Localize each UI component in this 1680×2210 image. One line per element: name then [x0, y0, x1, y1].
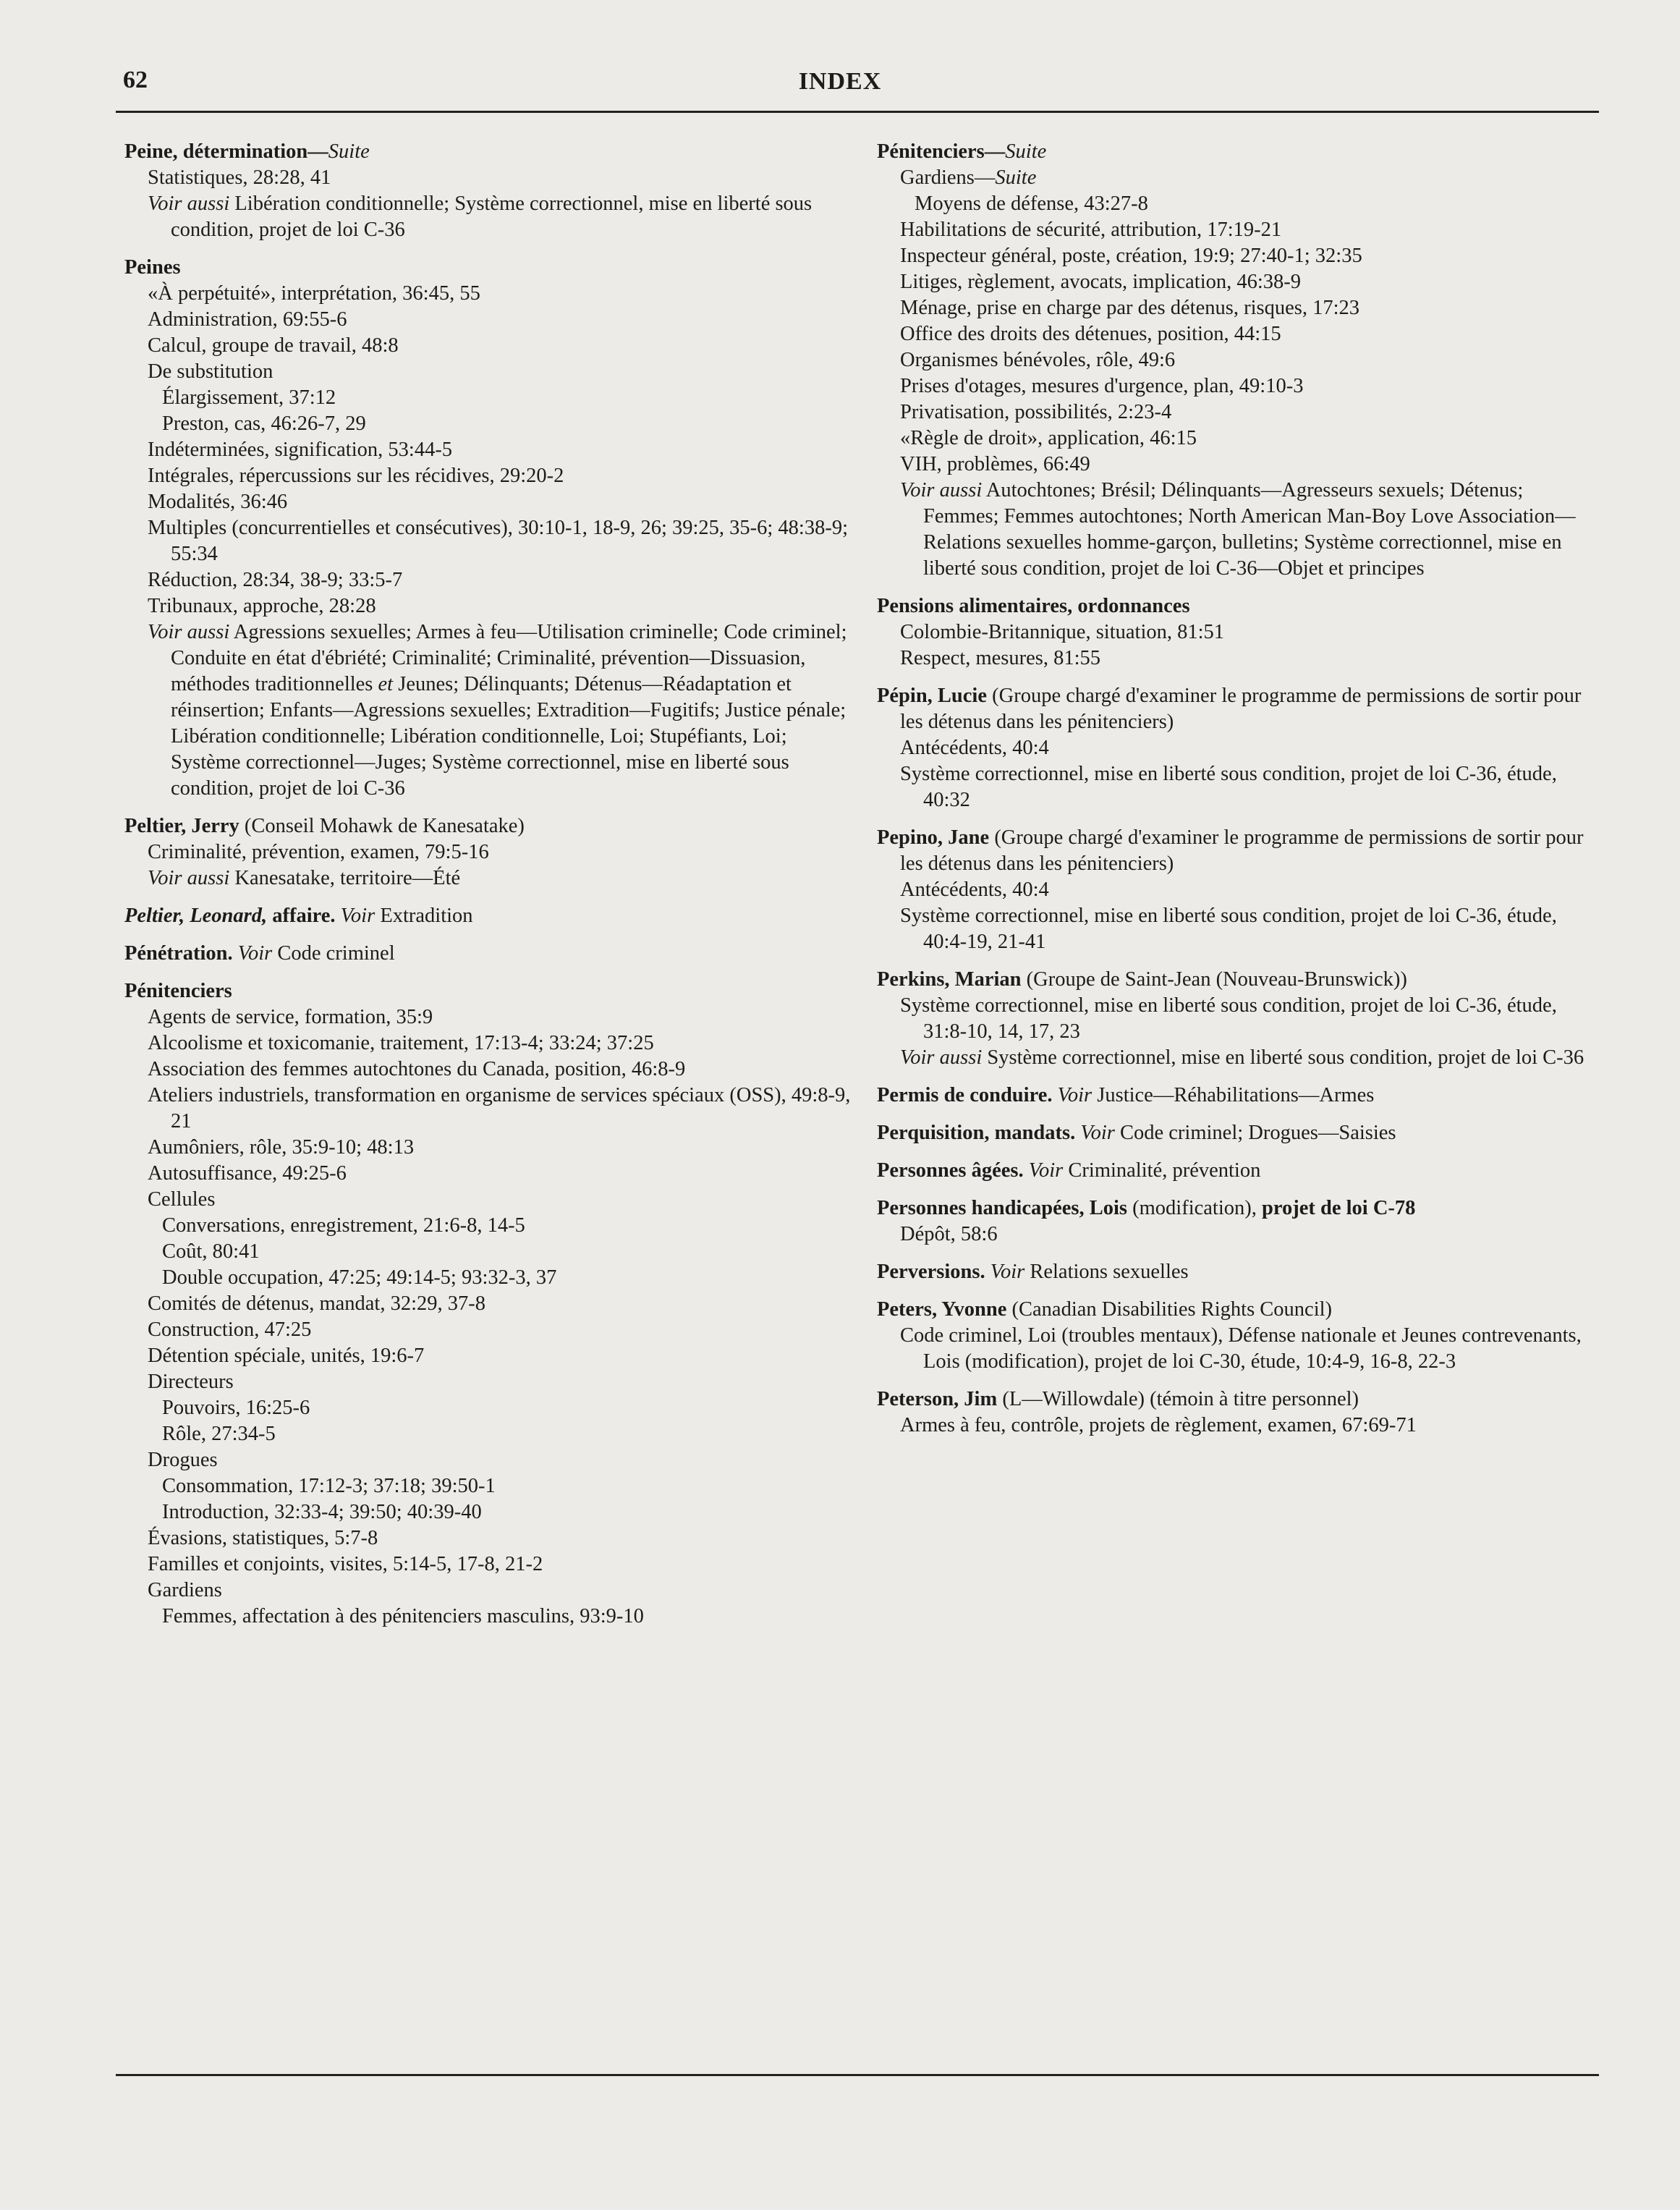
entry-line: Directeurs: [148, 1371, 234, 1393]
see-also: Voir aussi Libération conditionnelle; Système correctionnel, mise en liberté sous condition, projet de loi C-36: [148, 192, 813, 241]
entry-line: Code criminel, Loi (troubles mentaux), Défense nationale et Jeunes contrevenants, Lois (modification), projet de loi C-30, étude, 10:4-9, 16-8, 22-3: [900, 1324, 1582, 1373]
entry-heading: Pepino, Jane (Groupe chargé d'examiner le programme de permissions de sortir pour les détenus dans les pénitenciers): [877, 826, 1584, 875]
entry-line: Office des droits des détenues, position, 44:15: [900, 323, 1281, 345]
entry-line: Calcul, groupe de travail, 48:8: [148, 334, 399, 357]
entry-heading: Personnes âgées. Voir Criminalité, prévention: [877, 1159, 1261, 1182]
entry-line: Habilitations de sécurité, attribution, 17:19-21: [900, 219, 1282, 241]
entry-subline: Conversations, enregistrement, 21:6-8, 14-5: [162, 1214, 525, 1237]
entry-subline: Consommation, 17:12-3; 37:18; 39:50-1: [162, 1475, 496, 1497]
entry-line: Criminalité, prévention, examen, 79:5-16: [148, 841, 489, 863]
index-entry: [877, 1195, 1586, 1248]
entry-subline: Élargissement, 37:12: [162, 386, 336, 409]
entry-line: Privatisation, possibilités, 2:23-4: [900, 401, 1172, 423]
entry-heading: Peltier, Leonard, affaire. Voir Extradition: [124, 905, 473, 927]
index-entry: [124, 941, 855, 967]
right-column: [877, 139, 1586, 1450]
entry-line: Association des femmes autochtones du Canada, position, 46:8-9: [148, 1058, 686, 1080]
entry-line: Gardiens: [148, 1579, 222, 1601]
entry-line: Comités de détenus, mandat, 32:29, 37-8: [148, 1292, 486, 1315]
entry-line: Respect, mesures, 81:55: [900, 647, 1101, 669]
entry-heading: Pépin, Lucie (Groupe chargé d'examiner le programme de permissions de sortir pour les détenus dans les pénitenciers): [877, 685, 1582, 733]
entry-line: Familles et conjoints, visites, 5:14-5, 17-8, 21-2: [148, 1553, 543, 1575]
entry-line: Inspecteur général, poste, création, 19:9; 27:40-1; 32:35: [900, 245, 1362, 267]
entry-line: Autosuffisance, 49:25-6: [148, 1162, 347, 1185]
index-entry: [877, 825, 1586, 955]
see-also: Voir aussi Système correctionnel, mise en liberté sous condition, projet de loi C-36: [900, 1046, 1584, 1069]
footer-rule: [116, 2074, 1599, 2076]
entry-heading: Personnes handicapées, Lois (modification), projet de loi C-78: [877, 1197, 1416, 1219]
entry-line: VIH, problèmes, 66:49: [900, 453, 1090, 475]
entry-heading: Peters, Yvonne (Canadian Disabilities Rights Council): [877, 1298, 1333, 1321]
entry-line: Réduction, 28:34, 38-9; 33:5-7: [148, 569, 403, 591]
entry-heading: Perversions. Voir Relations sexuelles: [877, 1261, 1189, 1283]
entry-subline: Introduction, 32:33-4; 39:50; 40:39-40: [162, 1501, 482, 1523]
entry-line: Litiges, règlement, avocats, implication, 46:38-9: [900, 271, 1302, 293]
entry-heading: Perquisition, mandats. Voir Code criminel; Drogues—Saisies: [877, 1122, 1396, 1144]
entry-line: Système correctionnel, mise en liberté sous condition, projet de loi C-36, étude, 40:32: [900, 763, 1557, 811]
entry-heading: Peine, détermination—Suite: [124, 140, 370, 163]
entry-heading: Peterson, Jim (L—Willowdale) (témoin à titre personnel): [877, 1388, 1359, 1410]
entry-heading: Peltier, Jerry (Conseil Mohawk de Kanesatake): [124, 815, 525, 837]
entry-line: Gardiens—Suite: [900, 166, 1037, 189]
entry-line: Cellules: [148, 1188, 216, 1211]
entry-heading: Pensions alimentaires, ordonnances: [877, 595, 1190, 617]
entry-line: Tribunaux, approche, 28:28: [148, 595, 376, 617]
entry-heading: Pénitenciers—Suite: [877, 140, 1047, 163]
index-entry: [877, 1259, 1586, 1285]
entry-subline: Rôle, 27:34-5: [162, 1423, 276, 1445]
index-entry: [877, 139, 1586, 582]
entry-subline: Preston, cas, 46:26-7, 29: [162, 412, 366, 435]
entry-line: Antécédents, 40:4: [900, 737, 1049, 759]
entry-line: Drogues: [148, 1449, 218, 1471]
index-entry: [124, 903, 855, 929]
entry-line: Dépôt, 58:6: [900, 1223, 998, 1245]
index-entry: [877, 593, 1586, 672]
entry-heading: Permis de conduire. Voir Justice—Réhabilitations—Armes: [877, 1084, 1375, 1106]
entry-line: Prises d'otages, mesures d'urgence, plan, 49:10-3: [900, 375, 1304, 397]
index-entry: [877, 1158, 1586, 1184]
see-also: Voir aussi Autochtones; Brésil; Délinquants—Agresseurs sexuels; Détenus; Femmes; Femmes autochtones; North American Man-Boy Love Association—Relations sexuelles homme-garçon, bulletins; Système correctionnel, mise en liberté sous condition, projet de loi C-36—Objet et principes: [900, 479, 1576, 580]
entry-line: «À perpétuité», interprétation, 36:45, 55: [148, 282, 480, 305]
index-entry: [877, 1120, 1586, 1146]
entry-subline: Pouvoirs, 16:25-6: [162, 1397, 310, 1419]
index-entry: [877, 1297, 1586, 1375]
entry-line: Intégrales, répercussions sur les récidives, 29:20-2: [148, 465, 564, 487]
entry-subline: Double occupation, 47:25; 49:14-5; 93:32-3, 37: [162, 1266, 557, 1289]
entry-line: Système correctionnel, mise en liberté sous condition, projet de loi C-36, étude, 31:8-10, 14, 17, 23: [900, 994, 1557, 1043]
entry-line: Administration, 69:55-6: [148, 308, 347, 331]
entry-line: Colombie-Britannique, situation, 81:51: [900, 621, 1225, 643]
index-entry: [877, 1083, 1586, 1109]
index-entry: [124, 813, 855, 892]
index-entry: [877, 683, 1586, 813]
index-entry: [124, 255, 855, 802]
entry-line: Multiples (concurrentielles et consécutives), 30:10-1, 18-9, 26; 39:25, 35-6; 48:38-9; 55:34: [148, 517, 849, 565]
index-entry: [124, 139, 855, 243]
entry-line: Système correctionnel, mise en liberté sous condition, projet de loi C-36, étude, 40:4-19, 21-41: [900, 905, 1557, 953]
entry-line: «Règle de droit», application, 46:15: [900, 427, 1197, 449]
index-entry: [877, 1386, 1586, 1439]
entry-heading: Perkins, Marian (Groupe de Saint-Jean (Nouveau-Brunswick)): [877, 968, 1407, 991]
page-title: INDEX: [798, 68, 882, 95]
entry-heading: Peines: [124, 256, 181, 279]
entry-subline: Moyens de défense, 43:27-8: [915, 192, 1148, 215]
entry-line: Organismes bénévoles, rôle, 49:6: [900, 349, 1176, 371]
entry-line: Détention spéciale, unités, 19:6-7: [148, 1345, 425, 1367]
see-also: Voir aussi Agressions sexuelles; Armes à feu—Utilisation criminelle; Code criminel; Conduite en état d'ébriété; Criminalité; Criminalité, prévention—Dissuasion, méthodes traditionnelles et Jeunes; Délinquants; Détenus—Réadaptation et réinsertion; Enfants—Agressions sexuelles; Extradition—Fugitifs; Justice pénale; Libération conditionnelle; Libération conditionnelle, Loi; Stupéfiants, Loi; Système correctionnel—Juges; Système correctionnel, mise en liberté sous condition, projet de loi C-36: [148, 621, 847, 800]
entry-line: Alcoolisme et toxicomanie, traitement, 17:13-4; 33:24; 37:25: [148, 1032, 654, 1054]
entry-heading: Pénitenciers: [124, 980, 232, 1002]
entry-line: Antécédents, 40:4: [900, 879, 1049, 901]
entry-line: Statistiques, 28:28, 41: [148, 166, 331, 189]
entry-subline: Coût, 80:41: [162, 1240, 260, 1263]
entry-line: Ateliers industriels, transformation en organisme de services spéciaux (OSS), 49:8-9, 21: [148, 1084, 851, 1132]
entry-line: Évasions, statistiques, 5:7-8: [148, 1527, 378, 1549]
left-column: [124, 139, 855, 1641]
entry-line: Construction, 47:25: [148, 1318, 312, 1341]
entry-line: Modalités, 36:46: [148, 491, 288, 513]
index-entry: [877, 967, 1586, 1071]
index-entry: [124, 978, 855, 1630]
header-rule: [116, 111, 1599, 113]
entry-line: Agents de service, formation, 35:9: [148, 1006, 433, 1028]
entry-line: De substitution: [148, 360, 273, 383]
entry-subline: Femmes, affectation à des pénitenciers masculins, 93:9-10: [162, 1605, 644, 1627]
entry-line: Aumôniers, rôle, 35:9-10; 48:13: [148, 1136, 415, 1159]
entry-line: Indéterminées, signification, 53:44-5: [148, 439, 453, 461]
entry-line: Armes à feu, contrôle, projets de règlement, examen, 67:69-71: [900, 1414, 1417, 1436]
entry-heading: Pénétration. Voir Code criminel: [124, 942, 395, 965]
see-also: Voir aussi Kanesatake, territoire—Été: [148, 867, 461, 889]
page-number: 62: [123, 67, 148, 93]
entry-line: Ménage, prise en charge par des détenus, risques, 17:23: [900, 297, 1359, 319]
